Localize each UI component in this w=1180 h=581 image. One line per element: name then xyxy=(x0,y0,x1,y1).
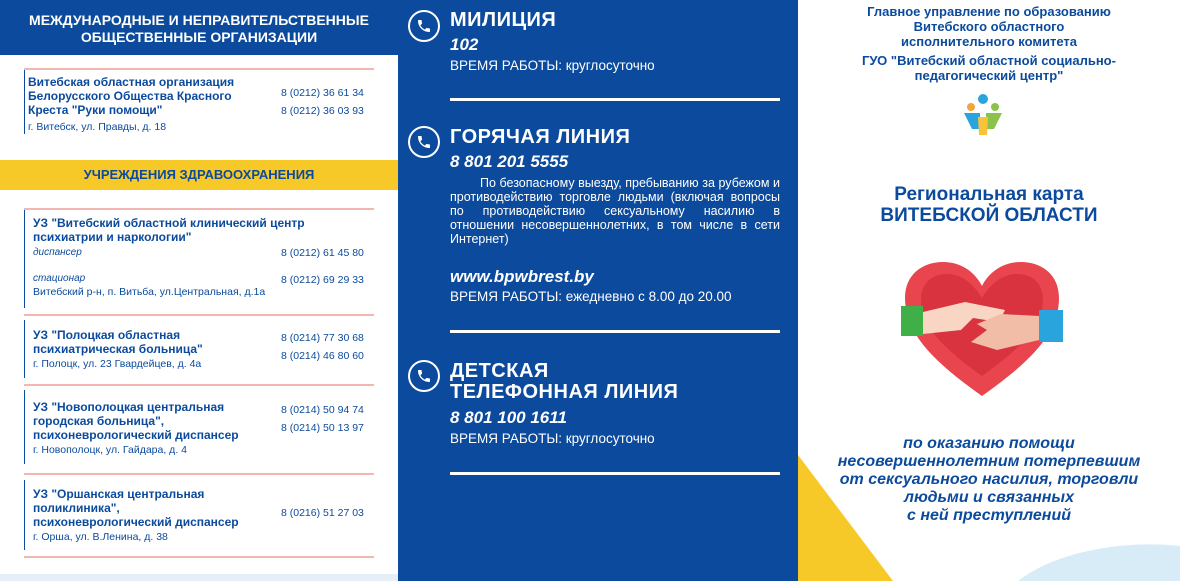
org-subtitle: диспансер xyxy=(33,247,82,258)
hotline-number: 8 801 201 5555 xyxy=(450,152,569,171)
hotline-description: По безопасному выезду, пребыванию за рубежом и противодействию торговле людьми (включая вопросы по противодействию сексуальному насилию в отношении несовершеннолетних, в том числе в сети Интернет) xyxy=(450,176,780,246)
center-line: педагогический центр" xyxy=(914,68,1064,83)
child-line-title-1: ДЕТСКАЯ xyxy=(450,360,549,382)
purpose-line: с ней преступлений xyxy=(906,507,1071,524)
org-name: УЗ "Новополоцкая центральная городская больница", психоневрологический диспансер xyxy=(33,400,239,442)
divider xyxy=(450,98,780,101)
divider xyxy=(24,556,374,558)
org-address: г. Орша, ул. В.Ленина, д. 38 xyxy=(33,531,168,543)
divider xyxy=(24,320,25,378)
org-name: УЗ "Витебский областной клинический центр психиатрии и наркологии" xyxy=(33,216,305,244)
purpose-line: по оказанию помощи xyxy=(903,435,1075,452)
issuer-line: Главное управление по образованию xyxy=(867,4,1111,19)
org-address: г. Витебск, ул. Правды, д. 18 xyxy=(28,121,167,133)
child-line-title-2: ТЕЛЕФОННАЯ ЛИНИЯ xyxy=(450,381,679,403)
divider xyxy=(24,208,25,308)
issuer-block xyxy=(798,4,1180,83)
phone-number: 8 (0214) 46 80 60 xyxy=(281,350,364,362)
phone-number: 8 (0212) 69 29 33 xyxy=(281,274,364,286)
phone-icon xyxy=(408,126,440,158)
divider xyxy=(24,390,25,464)
police-title: МИЛИЦИЯ xyxy=(450,9,557,31)
divider xyxy=(24,208,374,210)
red-cross-org xyxy=(28,75,378,133)
divider xyxy=(24,68,25,134)
phone-icon xyxy=(408,10,440,42)
police-number: 102 xyxy=(450,35,479,54)
org-name: Витебская областная организация Белорусского Общества Красного Креста "Руки помощи" xyxy=(28,75,235,117)
child-line-hours: ВРЕМЯ РАБОТЫ: круглосуточно xyxy=(450,431,655,446)
police-hours: ВРЕМЯ РАБОТЫ: круглосуточно xyxy=(450,58,655,73)
phone-number: 8 (0212) 36 61 34 xyxy=(281,87,364,99)
phone-number: 8 (0212) 36 03 93 xyxy=(281,105,364,117)
blue-wave xyxy=(1018,540,1180,581)
divider xyxy=(24,68,374,70)
org-name: УЗ "Оршанская центральная поликлиника", психоневрологический диспансер xyxy=(33,487,239,529)
org-address: Витебский р-н, п. Витьба, ул.Центральная, д.1а xyxy=(33,286,266,298)
title-line-2: ВИТЕБСКОЙ ОБЛАСТИ xyxy=(880,205,1098,226)
center-logo-icon xyxy=(960,93,1006,139)
phone-number: 8 (0214) 77 30 68 xyxy=(281,332,364,344)
polotsk-org xyxy=(33,328,383,370)
phone-number: 8 (0212) 61 45 80 xyxy=(281,247,364,259)
org-address: г. Новополоцк, ул. Гайдара, д. 4 xyxy=(33,444,187,456)
purpose-line: от сексуального насилия, торговли xyxy=(839,471,1139,488)
health-header: УЧРЕЖДЕНИЯ ЗДРАВООХРАНЕНИЯ xyxy=(0,160,398,190)
phone-number: 8 (0216) 51 27 03 xyxy=(281,507,364,519)
hotline-title: ГОРЯЧАЯ ЛИНИЯ xyxy=(450,126,631,148)
org-subtitle: стационар xyxy=(33,273,86,284)
hotline-site[interactable]: www.bpwbrest.by xyxy=(450,267,594,286)
right-panel xyxy=(798,0,1180,581)
issuer-line: исполнительного комитета xyxy=(901,34,1077,49)
middle-panel xyxy=(398,0,798,581)
title-line-1: Региональная карта xyxy=(894,184,1084,205)
child-line-title xyxy=(450,361,678,403)
phone-number: 8 (0214) 50 13 97 xyxy=(281,422,364,434)
divider xyxy=(24,314,374,316)
phone-icon xyxy=(408,360,440,392)
center-line: ГУО "Витебский областной социально- xyxy=(862,53,1116,68)
heart-hands-icon xyxy=(901,258,1063,400)
bottom-strip xyxy=(0,574,398,581)
divider xyxy=(450,472,780,475)
org-name: УЗ "Полоцкая областная психиатрическая больница" xyxy=(33,328,203,356)
purpose-block xyxy=(798,435,1180,525)
divider xyxy=(24,384,374,386)
ngo-header: МЕЖДУНАРОДНЫЕ И НЕПРАВИТЕЛЬСТВЕННЫЕ ОБЩЕСТВЕННЫЕ ОРГАНИЗАЦИИ xyxy=(0,0,398,55)
divider xyxy=(450,330,780,333)
left-panel xyxy=(0,0,398,581)
org-address: г. Полоцк, ул. 23 Гвардейцев, д. 4а xyxy=(33,358,202,370)
divider xyxy=(24,473,374,475)
orsha-org xyxy=(33,487,383,543)
purpose-line: несовершеннолетним потерпевшим xyxy=(837,453,1141,470)
divider xyxy=(24,480,25,550)
hotline-hours: ВРЕМЯ РАБОТЫ: ежедневно с 8.00 до 20.00 xyxy=(450,289,732,304)
child-line-number: 8 801 100 1611 xyxy=(450,408,567,427)
issuer-line: Витебского областного xyxy=(913,19,1065,34)
purpose-line: людьми и связанных xyxy=(904,489,1074,506)
novopolotsk-org xyxy=(33,400,383,456)
phone-number: 8 (0214) 50 94 74 xyxy=(281,404,364,416)
vitebsk-center-org xyxy=(33,216,383,298)
